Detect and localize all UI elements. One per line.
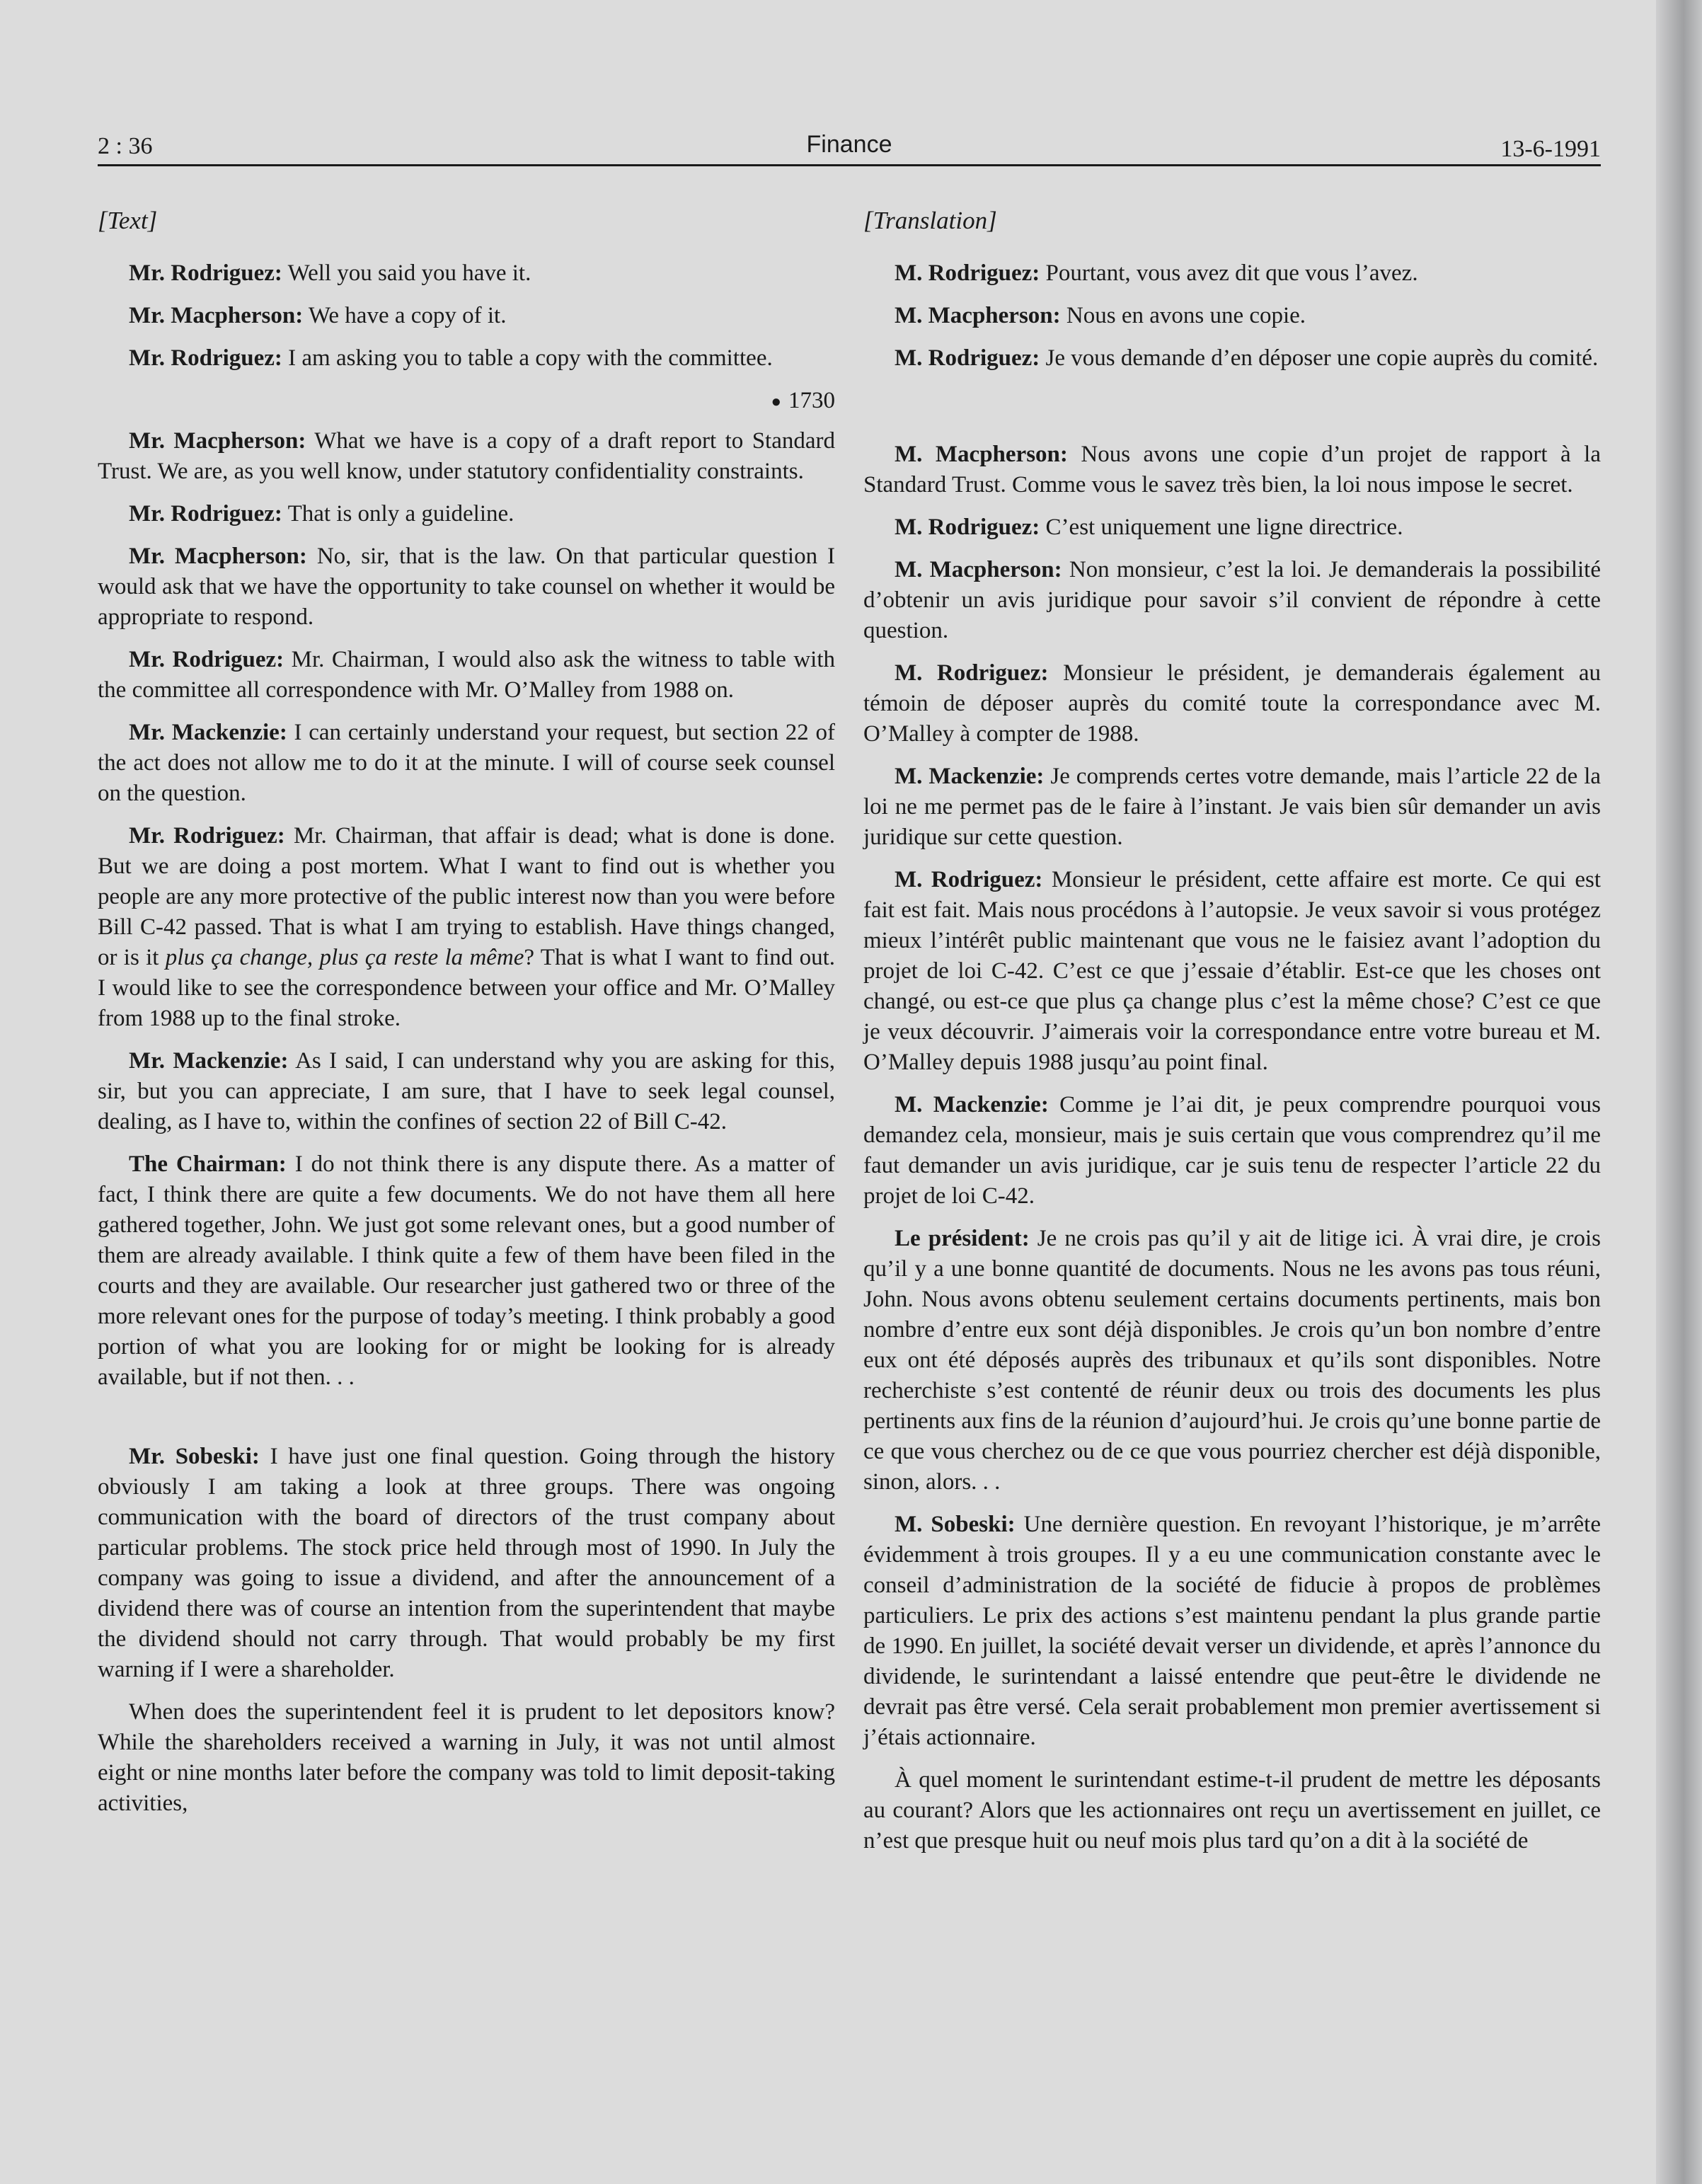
speech-text: Je ne crois pas qu’il y ait de litige ici. À vrai dire, je crois qu’il y a une bonne quantité de documents. Nous ne les avons pas tous réuni, John. Nous avons obtenu seulement certains documents pertinents, mais bon nombre d’entre eux sont déjà disponibles. Je crois qu’un bon nombre d’entre eux ont été déposés auprès des tribunaux et qu’ils sont disponibles. Notre recherchiste s’est contenté de réunir deux ou trois des documents les plus pertinents aux fins de la réunion d’aujourd’hui. Je crois qu’une bonne partie de ce que vous cherchez ou de ce que vous pourriez chercher est déjà disponible, sinon, alors. . . bbox=[863, 1226, 1602, 1495]
speaker-name: M. Mackenzie: bbox=[895, 1092, 1049, 1117]
speech-paragraph bbox=[863, 1510, 1601, 1753]
speech-text: I do not think there is any dispute there. As a matter of fact, I think there are quite a few documents. We do not have them all here gathered together, John. We just got some relevant ones, but a good number of them are already available. I think quite a few of them have been filed in the courts and they are available. Our researcher just gathered two or three of the more relevant ones for the purpose of today’s meeting. I think probably a good portion of what you are looking for or might be looking for is already available, but if not then. . . bbox=[98, 1151, 836, 1390]
speech-text: Non monsieur, c’est la loi. Je demanderais la possibilité d’obtenir un avis juridique pour savoir s’il convient de répondre à cette question. bbox=[863, 557, 1601, 643]
speech-text: When does the superintendent feel it is prudent to let depositors know? While the shareholders received a warning in July, it was not until almost eight or nine months later before the company was told to limit deposit-taking activities, bbox=[98, 1699, 835, 1816]
speech-text-tail: ? That is what I want to find out. I would like to see the correspondence between your office and Mr. O’Malley from 1988 up to the final stroke. bbox=[98, 944, 836, 1031]
speech-paragraph bbox=[863, 258, 1601, 289]
speech-text: Une dernière question. En revoyant l’historique, je m’arrête évidemment à trois groupes. Il y a eu une communication constante avec le conseil d’administration de la société de fiducie à propos de problèmes particuliers. Le prix des actions s’est maintenu pendant la plus grande partie de 1990. En juillet, la société devait verser un dividende, et après l’annonce du dividende, le surintendant a laissé entendre que peut-être le dividende ne devrait pas être versé. Cela serait probablement mon premier avertissement si j’étais actionnaire. bbox=[863, 1512, 1601, 1750]
speech-paragraph bbox=[863, 512, 1601, 543]
speech-paragraph bbox=[98, 645, 835, 706]
speech-paragraph bbox=[863, 658, 1601, 749]
speech-text: I can certainly understand your request, but section 22 of the act does not allow me to do it at the minute. I will of course seek counsel on the question. bbox=[98, 719, 835, 806]
running-title: Finance bbox=[806, 131, 892, 158]
speech-paragraph bbox=[98, 258, 835, 289]
speaker-name: M. Sobeski: bbox=[895, 1512, 1016, 1537]
speech-paragraph bbox=[98, 1046, 835, 1137]
speaker-name: M. Mackenzie: bbox=[895, 764, 1045, 789]
speech-paragraph bbox=[863, 555, 1601, 646]
speech-text: No, sir, that is the law. On that particular question I would ask that we have the opportunity to take counsel on whether it would be appropriate to respond. bbox=[98, 543, 835, 630]
speech-text: What we have is a copy of a draft report to Standard Trust. We are, as you well know, under statutory confidentiality constraints. bbox=[98, 427, 835, 484]
speech-paragraph bbox=[863, 439, 1601, 500]
speaker-name: M. Rodriguez: bbox=[895, 660, 1049, 686]
speech-text: Comme je l’ai dit, je peux comprendre pourquoi vous demandez cela, monsieur, mais je suis certain que vous comprendrez qu’il me faut demander un avis juridique, car je suis tenu de respecter l’article 22 du projet de loi C-42. bbox=[863, 1092, 1602, 1209]
speech-text: Monsieur le président, je demanderais également au témoin de déposer auprès du comité toute la correspondance avec M. O’Malley à compter de 1988. bbox=[863, 660, 1601, 747]
speech-text: Mr. Chairman, I would also ask the witness to table with the committee all correspondence with Mr. O’Malley from 1988 on. bbox=[98, 646, 836, 703]
speaker-name: Mr. Sobeski: bbox=[129, 1443, 260, 1469]
speech-paragraph bbox=[98, 1442, 835, 1685]
speech-text: À quel moment le surintendant estime-t-il prudent de mettre les déposants au courant? Alors que les actionnaires ont reçu un avertissement en juillet, ce n’est que presque huit ou neuf mois plus tard qu’on a dit à la société de bbox=[863, 1767, 1601, 1853]
speech-text: We have a copy of it. bbox=[308, 303, 507, 328]
time-marker-value: 1730 bbox=[788, 388, 835, 413]
speech-paragraph bbox=[863, 1765, 1601, 1856]
english-column bbox=[98, 205, 835, 1831]
speech-text: Nous avons une copie d’un projet de rapport à la Standard Trust. Comme vous le savez très bien, la loi nous impose le secret. bbox=[863, 442, 1601, 498]
speech-text: Well you said you have it. bbox=[287, 260, 531, 286]
speech-paragraph bbox=[98, 821, 835, 1034]
speech-paragraph bbox=[98, 718, 835, 809]
page-header bbox=[98, 125, 1601, 166]
speaker-name: M. Rodriguez: bbox=[895, 345, 1040, 371]
speaker-name: Mr. Macpherson: bbox=[129, 543, 307, 569]
speech-text: As I said, I can understand why you are asking for this, sir, but you can appreciate, I am sure, that I have to seek legal counsel, dealing, as I have to, within the confines of section 22 of Bill C-42. bbox=[98, 1047, 836, 1134]
speech-paragraph bbox=[98, 301, 835, 331]
speaker-name: M. Rodriguez: bbox=[895, 515, 1040, 540]
speech-text: I have just one final question. Going through the history obviously I am taking a look at three groups. There was ongoing communication with the board of directors of the trust company about particular problems. The stock price held through most of 1990. In July the company was going to issue a dividend, and after the announcement of a dividend there was of course an intention from the superintendent that maybe the dividend should not carry through. That would probably be my first warning if I were a shareholder. bbox=[98, 1443, 835, 1682]
speaker-name: Mr. Rodriguez: bbox=[129, 646, 284, 672]
speech-text: Monsieur le président, cette affaire est morte. Ce qui est fait est fait. Mais nous procédons à l’autopsie. Je veux savoir si vous protégez mieux l’intérêt public maintenant que vous ne le faisiez avant l’adoption du projet de loi C-42. C’est ce que j’essaie d’établir. Est-ce que les choses ont changé, ou est-ce que plus ça change plus c’est la même chose? C’est ce que je veux découvrir. J’aimerais voir la correspondance entre votre bureau et M. O’Malley depuis 1988 jusqu’au point final. bbox=[863, 867, 1602, 1075]
speech-paragraph bbox=[98, 541, 835, 633]
french-column bbox=[863, 205, 1601, 1868]
speaker-name: Mr. Mackenzie: bbox=[129, 719, 287, 745]
speech-text: That is only a guideline. bbox=[287, 500, 514, 527]
speech-paragraph bbox=[863, 1090, 1601, 1212]
speech-paragraph bbox=[98, 499, 835, 529]
speaker-name: Mr. Rodriguez: bbox=[129, 822, 285, 849]
speaker-name: M. Macpherson: bbox=[895, 442, 1068, 467]
speaker-name: M. Rodriguez: bbox=[895, 260, 1040, 286]
header-date: 13-6-1991 bbox=[1500, 136, 1601, 162]
speech-text: I am asking you to table a copy with the committee. bbox=[288, 345, 773, 371]
speech-paragraph bbox=[98, 1697, 835, 1819]
speaker-name: Mr. Macpherson: bbox=[129, 427, 306, 454]
page-folio: 2 : 36 bbox=[98, 133, 153, 159]
speaker-name: M. Macpherson: bbox=[895, 303, 1061, 328]
speech-paragraph bbox=[98, 426, 835, 487]
speech-text: Pourtant, vous avez dit que vous l’avez. bbox=[1045, 260, 1418, 286]
speech-paragraph bbox=[98, 343, 835, 374]
speech-paragraph bbox=[863, 343, 1601, 374]
speaker-name: Mr. Macpherson: bbox=[129, 303, 304, 328]
speech-paragraph bbox=[863, 865, 1601, 1078]
time-marker bbox=[98, 386, 835, 418]
speech-paragraph bbox=[863, 1224, 1601, 1498]
speech-text: Je comprends certes votre demande, mais l’article 22 de la loi ne me permet pas de le faire à l’instant. Je vais bien sûr demander un avis juridique sur cette question. bbox=[863, 764, 1602, 850]
translation-marker: [Translation] bbox=[863, 207, 997, 234]
bullet-icon: ● bbox=[771, 392, 781, 411]
italic-phrase: plus ça change, plus ça reste la même bbox=[165, 944, 524, 970]
speaker-name: Mr. Mackenzie: bbox=[129, 1047, 289, 1074]
speaker-name: Mr. Rodriguez: bbox=[129, 260, 282, 286]
speech-text: Mr. Chairman, that affair is dead; what is done is done. But we are doing a post mortem. What I want to find out is whether you people are any more protective of the public interest now than you were before Bill C-42 passed. That is what I am trying to establish. Have things changed, or is it bbox=[98, 822, 835, 970]
speech-text: Je vous demande d’en déposer une copie auprès du comité. bbox=[1045, 345, 1599, 371]
speaker-name: M. Rodriguez: bbox=[895, 867, 1043, 892]
speaker-name: Mr. Rodriguez: bbox=[129, 500, 282, 527]
page-edge bbox=[1656, 0, 1702, 2184]
speech-paragraph bbox=[863, 301, 1601, 331]
speech-text: Nous en avons une copie. bbox=[1066, 303, 1306, 328]
text-marker: [Text] bbox=[98, 207, 158, 234]
speaker-name: The Chairman: bbox=[129, 1151, 287, 1177]
speech-paragraph bbox=[863, 761, 1601, 853]
speaker-name: Le président: bbox=[895, 1226, 1030, 1251]
speech-paragraph bbox=[98, 1149, 835, 1393]
speaker-name: Mr. Rodriguez: bbox=[129, 345, 282, 371]
speaker-name: M. Macpherson: bbox=[895, 557, 1062, 582]
speech-text: C’est uniquement une ligne directrice. bbox=[1045, 515, 1403, 540]
